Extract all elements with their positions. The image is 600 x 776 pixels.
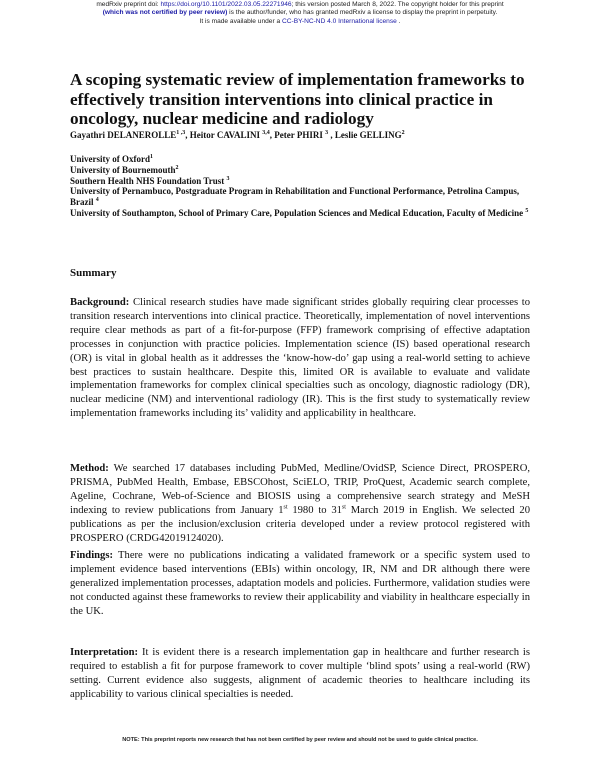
author-list (70, 130, 540, 141)
affiliation: Southern Health NHS Foundation Trust $^3$ (70, 175, 230, 186)
preprint-banner (0, 1, 600, 26)
affiliation: University of Oxford$^1$ (70, 154, 153, 164)
banner-line-3: It is made available under a CC-BY-NC-ND 4.0 International license . (199, 17, 401, 25)
interpretation-label: Interpretation: (70, 647, 139, 658)
affiliation: University of Pernambuco, Postgraduate Program in Rehabilitation and Functional Performance, Petrolina Campus, Brazil $^4$ (70, 186, 520, 208)
license-link[interactable]: CC-BY-NC-ND 4.0 International license (281, 17, 397, 25)
banner-line-2: (which was not certified by peer review) is the author/funder, who has granted medRxiv a license to display the preprint in perpetuity. (102, 9, 498, 17)
affiliation: University of Southampton, School of Primary Care, Population Sciences and Medical Education, Faculty of Medicine $^5$ (70, 207, 529, 218)
peer-review-note: NOTE: This preprint reports new research that has not been certified by peer review and should not be used to guide clinical practice. (122, 737, 478, 743)
author: Gayathri DELANEROLLE$^{1 ,3}$, (70, 130, 190, 140)
method-paragraph: Method: We searched 17 databases including PubMed, Medline/OvidSP, Science Direct, PROSPERO, PRISMA, PubMed Health, Embase, EBSCOhost, SciELO, TRIP, ProQuest, Academic search complete, Ageline, Cochrane, Web-of-Science and BIOSIS using a comprehensive search strategy and MeSH indexing to review publications from January 1st 1980 to 31st March 2019 in English. We selected 20 publications as per the inclusion/exclusion criteria developed under a review protocol registered with PROSPERO (CRDG42019124020). (70, 463, 530, 544)
findings-paragraph: Findings: There were no publications indicating a validated framework or a specific system used to implement evidence based interventions (EBIs) within oncology, IR, NM and DR although there were generalized implementation processes, adaptation models and policies. Furthermore, validation studies were not conducted against these frameworks to review their applicability and viability in healthcare especially in the UK. (70, 550, 530, 617)
author: Leslie GELLING$^2$ (334, 130, 405, 140)
affiliation-list (70, 154, 540, 219)
interpretation-paragraph: Interpretation: It is evident there is a research implementation gap in healthcare and further research is required to establish a fit for purpose framework to cover multiple ‘blind spots’ using a real-world (RW) setting. Current evidence also suggests, alignment of academic theories to healthcare including its applicability to various clinical specialties is needed. (70, 647, 530, 700)
method-label: Method: (70, 463, 109, 474)
background-label: Background: (70, 297, 130, 308)
affiliation: University of Bournemouth$^2$ (70, 164, 179, 175)
doi-link[interactable]: https://doi.org/10.1101/2022.03.05.22271946 (160, 1, 292, 8)
banner-line-1: medRxiv preprint doi: https://doi.org/10.1101/2022.03.05.22271946; this version posted March 8, 2022. The copyright holder for this preprint (96, 1, 504, 8)
author: Peter PHIRI $^3$ , (274, 130, 335, 140)
summary-heading: Summary (70, 267, 117, 279)
findings-label: Findings: (70, 550, 113, 561)
author: Heitor CAVALINI $^{3,4}$, (189, 130, 275, 140)
background-paragraph: Background: Clinical research studies have made significant strides globally requiring clear processes to transition research interventions into clinical practice. Theoretically, implementation of novel interventions require clear methods as part of a fit-for-purpose (FFP) framework comprising of effective adaptation processes in conjunction with practice policies. Implementation science (IS) based operational research (OR) is vital in global health as it addresses the ‘know-how-do’ gap using a real-world setting to achieve best practices to sustain healthcare. Despite this, limited OR is available to evaluate and validate implementation frameworks for complex clinical specialties such as oncology, diagnostic radiology (DR), nuclear medicine (NM) and interventional radiology (IR). This is the first study to systematically review implementation frameworks including its’ validity and applicability in healthcare. (70, 297, 530, 420)
paper-title: A scoping systematic review of implementation frameworks to effectively transition interventions into clinical practice in oncology, nuclear medicine and radiology (70, 70, 525, 128)
